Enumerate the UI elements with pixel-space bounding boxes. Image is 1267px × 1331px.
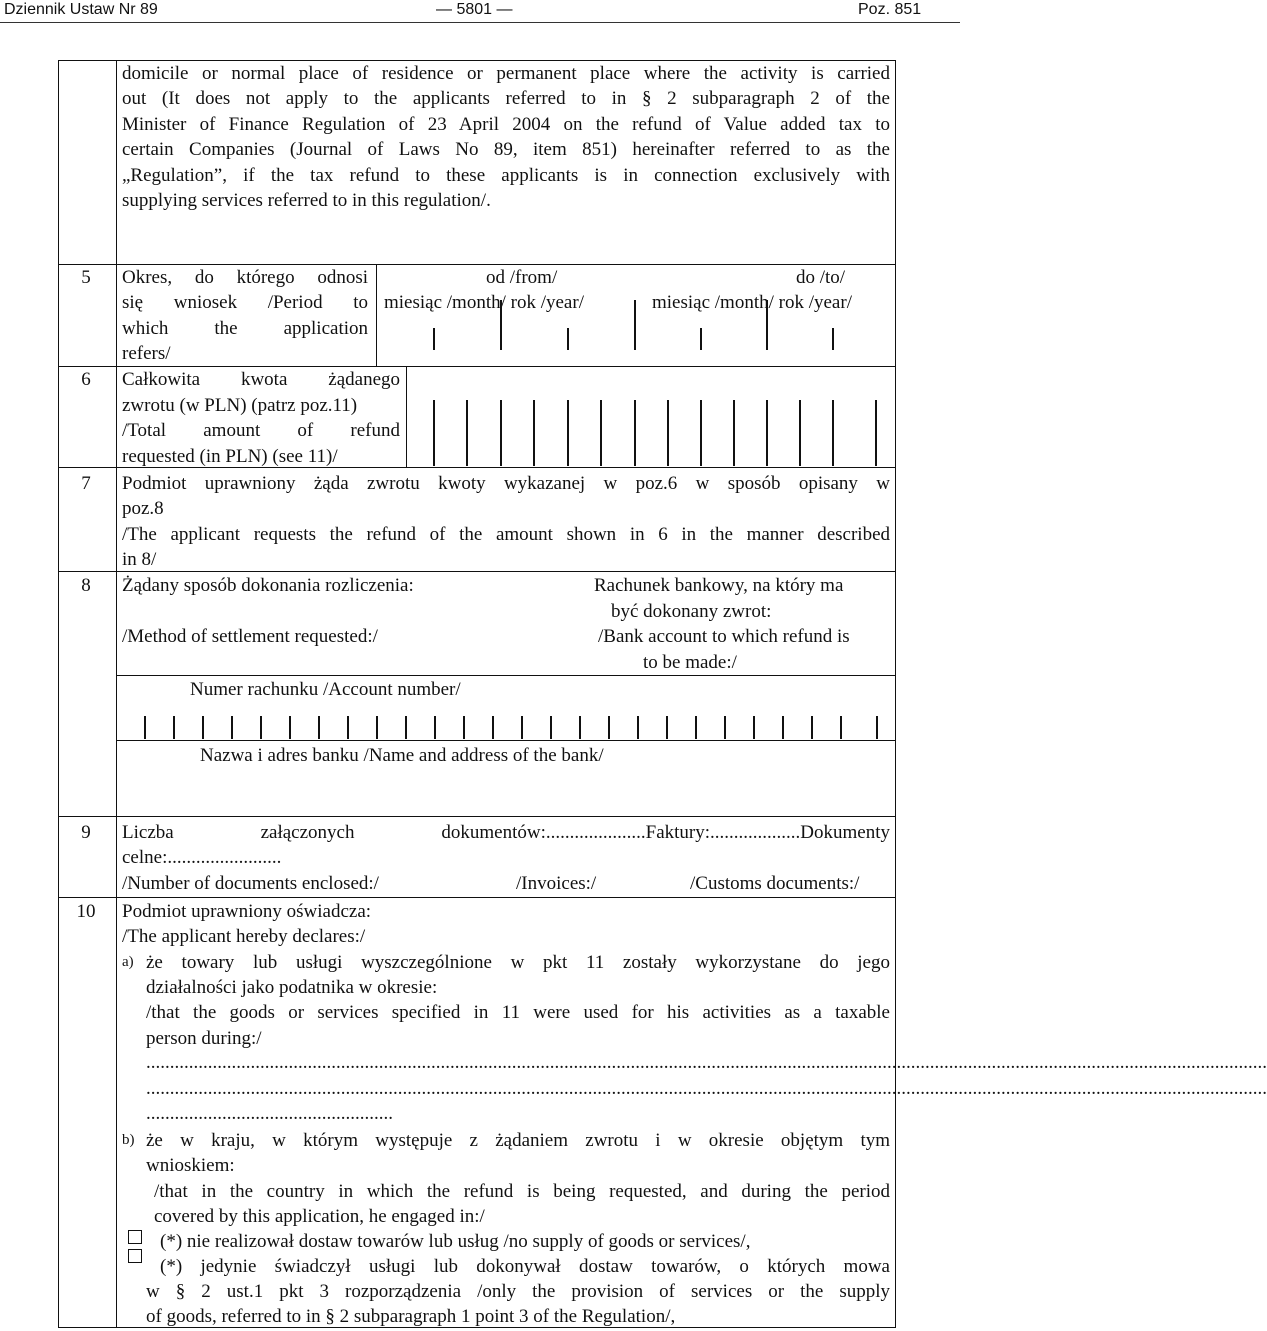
row7-text: /The applicant requests the refund of the amount shown in 6 in the manner described [122, 524, 890, 545]
position-number: Poz. 851 [858, 1, 922, 18]
documents-count-line: celne:........................ [122, 847, 282, 868]
account-number-tick [376, 716, 378, 739]
row5-label: which the application [122, 318, 368, 339]
period-field-tick [500, 300, 502, 350]
amount-field-tick [634, 400, 636, 466]
period-to-fields: miesiąc /month/ rok /year/ [652, 292, 852, 313]
settlement-method-label: Żądany sposób dokonania rozliczenia: [122, 575, 414, 596]
period-field-tick [433, 328, 435, 350]
settlement-method-label-en: /Method of settlement requested:/ [122, 626, 378, 647]
account-number-tick [289, 716, 291, 739]
amount-field-tick [600, 400, 602, 466]
period-dotted-line: ............................................................................................................................................................................................................................................ [146, 1078, 1267, 1099]
only-services-option: (*) jedynie świadczył usługi lub dokonywał dostaw towarów, o których mowa [160, 1256, 890, 1277]
row6-divider [406, 366, 407, 467]
period-field-tick [634, 300, 636, 350]
bank-name-label: Nazwa i adres banku /Name and address of the bank/ [200, 745, 604, 766]
account-number-tick [550, 716, 552, 739]
documents-count-en: /Number of documents enclosed:/ [122, 873, 379, 894]
account-number-tick [318, 716, 320, 739]
row8-divider [116, 740, 896, 741]
account-number-tick [347, 716, 349, 739]
amount-field-tick [799, 400, 801, 466]
row-divider [58, 571, 896, 572]
declaration-a-text: /that the goods or services specified in 11 were used for his activities as a taxable [146, 1002, 890, 1023]
continuation-line: domicile or normal place of residence or permanent place where the activity is carried [122, 63, 890, 84]
continuation-line: supplying services referred to in this regulation/. [122, 190, 491, 211]
continuation-line: out (It does not apply to the applicants referred to in § 2 subparagraph 2 of the [122, 88, 890, 109]
page-number: — 5801 — [436, 1, 513, 18]
only-services-option: w § 2 ust.1 pkt 3 rozporządzenia /only the provision of services or the supply [146, 1281, 890, 1302]
period-field-tick [766, 300, 768, 350]
declaration-a-text: że towary lub usługi wyszczególnione w pkt 11 zostały wykorzystane do jego [146, 952, 890, 973]
no-supply-option: (*) nie realizował dostaw towarów lub usług /no supply of goods or services/, [160, 1231, 751, 1252]
invoices-label-en: /Invoices:/ [516, 873, 597, 894]
account-number-tick [202, 716, 204, 739]
amount-field-tick [667, 400, 669, 466]
no-supply-checkbox[interactable] [128, 1230, 142, 1244]
row5-label: się wniosek /Period to [122, 292, 368, 313]
only-services-option: of goods, referred to in § 2 subparagraph 1 point 3 of the Regulation/, [146, 1306, 676, 1327]
account-number-tick [231, 716, 233, 739]
row6-label: Całkowita kwota żądanego [122, 369, 400, 390]
account-number-tick [405, 716, 407, 739]
amount-field-tick [766, 400, 768, 466]
item-number: 7 [81, 473, 91, 494]
amount-field-tick [832, 400, 834, 466]
account-number-tick [463, 716, 465, 739]
row6-label: requested (in PLN) (see 11)/ [122, 446, 338, 467]
account-number-tick [434, 716, 436, 739]
account-number-tick [876, 716, 878, 739]
amount-field-tick [567, 400, 569, 466]
period-field-tick [567, 328, 569, 350]
account-number-tick [579, 716, 581, 739]
period-to-label: do /to/ [796, 267, 846, 288]
period-dotted-line: .................................................... [146, 1103, 393, 1124]
only-services-checkbox[interactable] [128, 1249, 142, 1263]
item-number: 10 [76, 901, 96, 922]
declaration-a-text: person during:/ [146, 1028, 262, 1049]
row7-text: Podmiot uprawniony żąda zwrotu kwoty wykazanej w poz.6 w sposób opisany w [122, 473, 890, 494]
journal-title: Dziennik Ustaw Nr 89 [4, 1, 158, 18]
continuation-line: „Regulation”, if the tax refund to these applicants is in connection exclusively with [122, 165, 890, 186]
amount-field-tick [533, 400, 535, 466]
row-divider [58, 816, 896, 817]
row6-label: zwrotu (w PLN) (patrz poz.11) [122, 395, 358, 416]
declaration-intro-en: /The applicant hereby declares:/ [122, 926, 366, 947]
item-marker: b) [122, 1132, 135, 1148]
account-number-tick [260, 716, 262, 739]
row-divider [58, 897, 896, 898]
period-dotted-line: ............................................................................................................................................................................................................................................ [146, 1052, 1267, 1073]
bank-account-label-en: /Bank account to which refund is [598, 626, 850, 647]
account-number-label: Numer rachunku /Account number/ [190, 679, 461, 700]
period-field-tick [832, 328, 834, 350]
account-number-tick [840, 716, 842, 739]
account-number-tick [608, 716, 610, 739]
continuation-line: Minister of Finance Regulation of 23 April 2004 on the refund of Value added tax to [122, 114, 890, 135]
bank-account-label: być dokonany zwrot: [611, 601, 772, 622]
declaration-b-text: covered by this application, he engaged in:/ [154, 1206, 485, 1227]
item-number: 6 [81, 369, 91, 390]
declaration-b-text: /that in the country in which the refund is being requested, and during the period [154, 1181, 890, 1202]
continuation-line: certain Companies (Journal of Laws No 89, item 851) hereinafter referred to as the [122, 139, 890, 160]
bank-account-label-en: to be made:/ [643, 652, 737, 673]
account-number-tick [173, 716, 175, 739]
row5-label: refers/ [122, 343, 171, 364]
item-number: 9 [81, 822, 91, 843]
period-field-tick [700, 328, 702, 350]
row5-label: Okres, do którego odnosi [122, 267, 368, 288]
amount-field-tick [500, 400, 502, 466]
item-number: 5 [81, 267, 91, 288]
number-column-divider [116, 60, 117, 1328]
bank-account-label: Rachunek bankowy, na który ma [594, 575, 844, 596]
account-number-tick [521, 716, 523, 739]
amount-field-tick [700, 400, 702, 466]
customs-docs-label-en: /Customs documents:/ [690, 873, 860, 894]
account-number-tick [637, 716, 639, 739]
account-number-tick [695, 716, 697, 739]
period-from-label: od /from/ [486, 267, 558, 288]
running-header [0, 0, 960, 24]
account-number-tick [811, 716, 813, 739]
row7-text: in 8/ [122, 549, 157, 570]
account-number-tick [666, 716, 668, 739]
row8-divider [116, 675, 896, 676]
account-number-tick [782, 716, 784, 739]
amount-field-tick [733, 400, 735, 466]
declaration-intro: Podmiot uprawniony oświadcza: [122, 901, 372, 922]
item-marker: a) [122, 954, 134, 970]
amount-field-tick [875, 400, 877, 466]
documents-count-line: Liczba załączonych dokumentów:.....................Faktury:...................Dokumenty [122, 822, 890, 843]
declaration-a-text: działalności jako podatnika w okresie: [146, 977, 438, 998]
account-number-tick [753, 716, 755, 739]
account-number-tick [492, 716, 494, 739]
period-from-fields: miesiąc /month/ rok /year/ [384, 292, 584, 313]
declaration-b-text: wnioskiem: [146, 1155, 235, 1176]
amount-field-tick [433, 400, 435, 466]
item-number: 8 [81, 575, 91, 596]
row7-text: poz.8 [122, 498, 164, 519]
account-number-tick [724, 716, 726, 739]
amount-field-tick [466, 400, 468, 466]
declaration-b-text: że w kraju, w którym występuje z żądaniem zwrotu i w okresie objętym tym [146, 1130, 890, 1151]
row6-label: /Total amount of refund [122, 420, 400, 441]
row5-divider [376, 264, 377, 366]
header-rule [0, 22, 960, 23]
account-number-tick [144, 716, 146, 739]
